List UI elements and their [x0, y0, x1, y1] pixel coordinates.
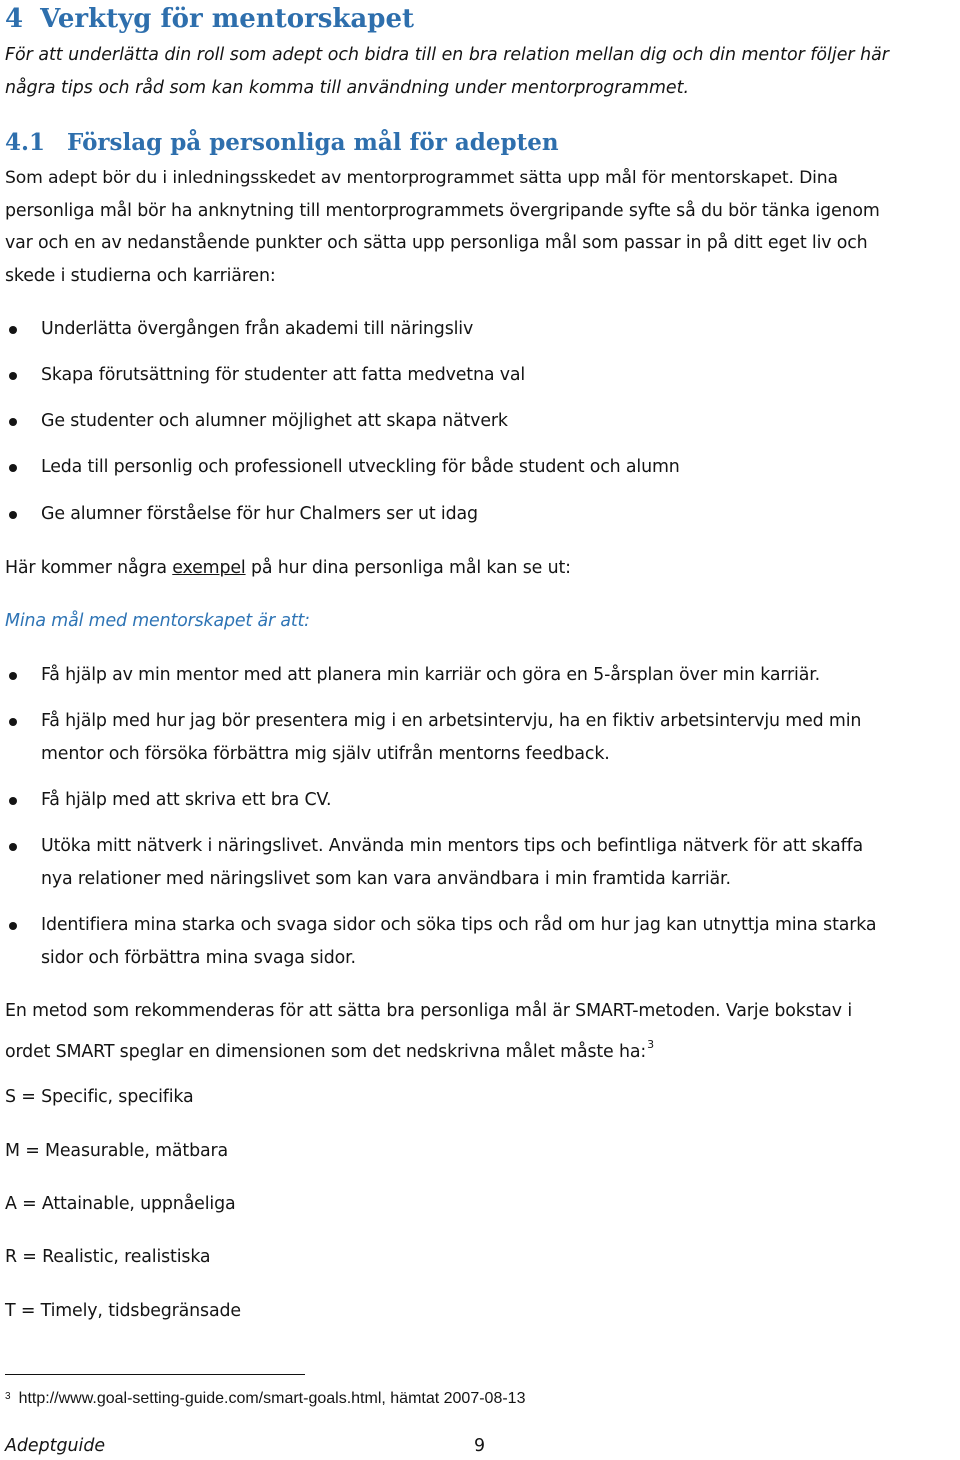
section-heading — [5, 1, 414, 37]
smart-item: M = Measurable, mätbara — [5, 1141, 228, 1161]
paragraph-line: ordet SMART speglar en dimensionen som det nedskrivna målet måste ha:$^3$ — [5, 1038, 654, 1062]
bullet-icon — [9, 418, 17, 426]
smart-item: T = Timely, tidsbegränsade — [5, 1301, 241, 1321]
footnote-separator — [5, 1374, 305, 1375]
section-intro-line-1: För att underlätta din roll som adept och bidra till en bra relation mellan dig och din mentor följer här — [5, 45, 889, 65]
bullet-icon — [9, 843, 17, 851]
goals-heading: Mina mål med mentorskapet är att: — [5, 611, 310, 631]
bullet-icon — [9, 326, 17, 334]
footer-doc-name: Adeptguide — [5, 1436, 106, 1456]
smart-item: R = Realistic, realistiska — [5, 1247, 211, 1267]
bullet-icon — [9, 464, 17, 472]
paragraph-line: En metod som rekommenderas för att sätta bra personliga mål är SMART-metoden. Varje bokstav i — [5, 1001, 853, 1021]
bullet-icon — [9, 372, 17, 380]
page-number: 9 — [474, 1436, 486, 1456]
example-link[interactable]: exempel — [172, 558, 246, 578]
subsection-heading — [5, 127, 559, 159]
bullet-icon — [9, 718, 17, 726]
paragraph-line: personliga mål bör ha anknytning till mentorprogrammets övergripande syfte så du bör tänka igenom — [5, 201, 880, 221]
paragraph-line: Som adept bör du i inledningsskedet av mentorprogrammet sätta upp mål för mentorskapet. Dina — [5, 168, 838, 188]
footnote — [5, 1387, 525, 1409]
bullet-icon — [9, 672, 17, 680]
section-intro-line-2: några tips och råd som kan komma till användning under mentorprogrammet. — [5, 78, 689, 98]
footnote-reference[interactable]: 3 — [647, 1038, 654, 1051]
bullet-icon — [9, 511, 17, 519]
paragraph-line: skede i studierna och karriären: — [5, 266, 276, 286]
example-intro: Här kommer några exempel på hur dina personliga mål kan se ut: — [5, 558, 571, 578]
section-title: Verktyg för mentorskapet — [40, 4, 414, 34]
smart-item: A = Attainable, uppnåeliga — [5, 1194, 236, 1214]
smart-item: S = Specific, specifika — [5, 1087, 194, 1107]
section-number: 4 — [5, 4, 24, 34]
bullet-icon — [9, 922, 17, 930]
footnote-marker: 3 — [5, 1391, 11, 1402]
footnote-text[interactable]: http://www.goal-setting-guide.com/smart-goals.html, hämtat 2007-08-13 — [18, 1390, 526, 1407]
paragraph-line: var och en av nedanstående punkter och sätta upp personliga mål som passar in på ditt eget liv och — [5, 233, 868, 253]
bullet-icon — [9, 797, 17, 805]
subsection-title: Förslag på personliga mål för adepten — [67, 129, 559, 156]
subsection-number: 4.1 — [5, 129, 46, 156]
